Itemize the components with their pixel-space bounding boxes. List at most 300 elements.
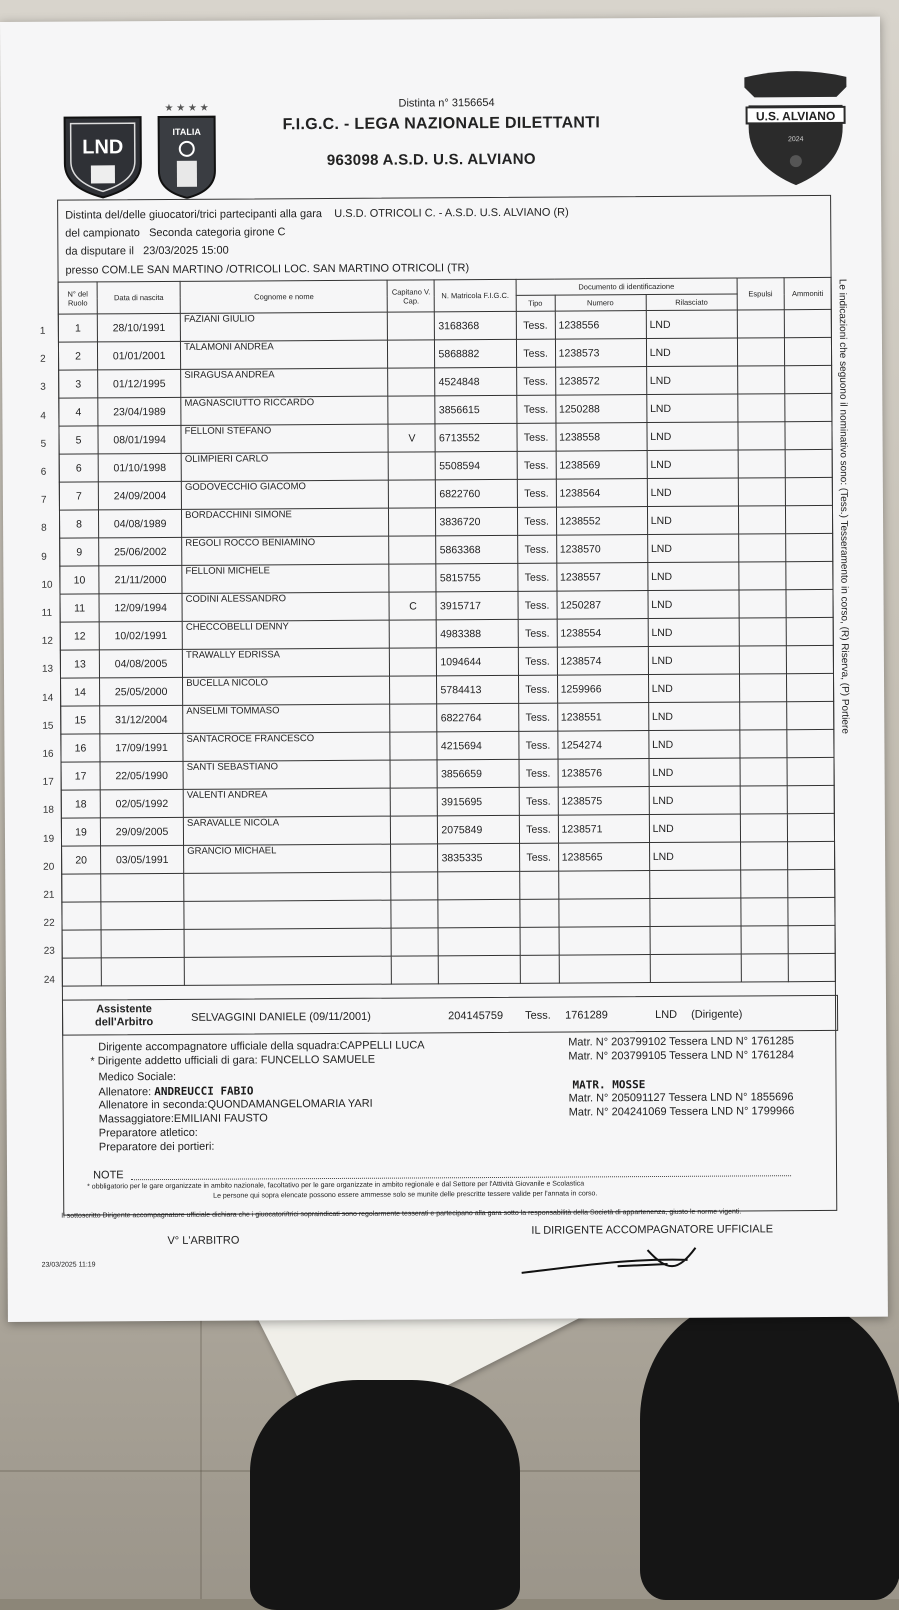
rilasciato-cell <box>650 926 741 955</box>
ruolo-cell: 4 <box>59 398 98 426</box>
rilasciato-cell: LND <box>649 786 740 815</box>
assistente-role: (Dirigente) <box>691 1008 743 1021</box>
ruolo-cell <box>62 874 101 902</box>
matricola-cell: 6713552 <box>435 423 516 451</box>
tipo-cell: Tess. <box>518 591 557 619</box>
row-number: 3 <box>40 382 46 394</box>
allenatore-row <box>98 1084 253 1098</box>
name-cell <box>184 872 391 901</box>
rilasciato-cell: LND <box>649 842 740 871</box>
birthdate-cell: 01/10/1998 <box>98 453 181 482</box>
espulsi-cell <box>741 870 788 898</box>
championship: Seconda categoria girone C <box>149 226 286 240</box>
row-number: 20 <box>43 861 55 873</box>
note-label: NOTE <box>93 1169 124 1182</box>
col-ammoniti: Ammoniti <box>784 277 831 309</box>
ammoniti-cell <box>786 617 833 645</box>
numero-cell: 1238554 <box>557 619 648 648</box>
birthdate-cell: 25/06/2002 <box>99 537 182 566</box>
match-line-3 <box>65 245 228 258</box>
row-number: 14 <box>42 692 54 704</box>
rilasciato-cell <box>649 870 740 899</box>
birthdate-cell: 29/09/2005 <box>100 817 183 846</box>
ruolo-cell: 19 <box>61 818 100 846</box>
birthdate-cell: 03/05/1991 <box>101 845 184 874</box>
rilasciato-cell: LND <box>646 394 737 423</box>
ruolo-cell: 10 <box>60 566 99 594</box>
alviano-logo-year: 2024 <box>787 136 804 144</box>
matricola-3: Matr. N° 205091127 Tessera LND N° 1855696 <box>568 1091 794 1105</box>
espulsi-cell <box>738 506 785 534</box>
col-capitano: Capitano V. Cap. <box>387 280 434 312</box>
birthdate-cell: 31/12/2004 <box>100 705 183 734</box>
numero-cell: 1238557 <box>556 563 647 592</box>
espulsi-cell <box>737 310 784 338</box>
rilasciato-cell: LND <box>647 534 738 563</box>
row-number: 9 <box>41 551 47 563</box>
rilasciato-cell: LND <box>648 590 739 619</box>
tipo-cell: Tess. <box>519 759 558 787</box>
col-nascita: Data di nascita <box>97 281 180 314</box>
row-number: 13 <box>41 664 54 676</box>
match-sheet <box>0 17 888 1322</box>
tipo-cell: Tess. <box>519 815 558 843</box>
espulsi-cell <box>739 590 786 618</box>
captain-cell <box>390 676 437 704</box>
players-table <box>58 277 836 987</box>
name-cell: VALENTI ANDREA <box>183 788 390 817</box>
ammoniti-cell <box>786 589 833 617</box>
medico-sociale: Medico Sociale: <box>98 1070 177 1084</box>
tipo-cell: Tess. <box>519 843 558 871</box>
tipo-cell <box>520 955 559 983</box>
matricola-cell <box>438 899 519 927</box>
rilasciato-cell: LND <box>648 618 739 647</box>
captain-cell <box>390 760 437 788</box>
match-line-4 <box>65 262 469 276</box>
massaggiatore: Massaggiatore:EMILIANI FAUSTO <box>98 1112 268 1126</box>
ammoniti-cell <box>785 421 832 449</box>
floor-tile-line <box>200 1290 202 1599</box>
name-cell: SIRAGUSA ANDREA <box>181 368 388 397</box>
captain-cell <box>390 704 437 732</box>
name-cell: CHECCOBELLI DENNY <box>182 620 389 649</box>
ammoniti-cell <box>785 449 832 477</box>
row-number: 21 <box>43 889 55 901</box>
matricola-cell <box>439 955 520 983</box>
ammoniti-cell <box>785 393 832 421</box>
matricola-cell: 3856615 <box>435 395 516 423</box>
assistente-label: Assistente dell'Arbitro <box>94 1003 154 1029</box>
ammoniti-cell <box>787 785 834 813</box>
birthdate-cell: 25/05/2000 <box>100 677 183 706</box>
italia-logo-text: ITALIA <box>172 126 201 137</box>
espulsi-cell <box>738 422 785 450</box>
numero-cell: 1238565 <box>558 843 649 872</box>
ammoniti-cell <box>788 953 835 981</box>
espulsi-cell <box>739 674 786 702</box>
ruolo-cell: 13 <box>60 650 99 678</box>
ruolo-cell: 18 <box>61 790 100 818</box>
captain-cell: C <box>389 592 436 620</box>
captain-cell <box>390 648 437 676</box>
rilasciato-cell: LND <box>647 478 738 507</box>
col-espulsi: Espulsi <box>737 278 784 310</box>
col-nome: Cognome e nome <box>180 280 387 313</box>
matricola-cell: 3835335 <box>438 843 519 871</box>
numero-cell: 1238558 <box>556 423 647 452</box>
tipo-cell: Tess. <box>516 339 555 367</box>
name-cell: FELLONI MICHELE <box>182 564 389 593</box>
birthdate-cell: 10/02/1991 <box>99 621 182 650</box>
captain-cell <box>391 872 438 900</box>
captain-cell <box>391 788 438 816</box>
assistente-rilasciato: LND <box>655 1008 678 1022</box>
matricola-cell: 1094644 <box>437 647 518 675</box>
captain-cell <box>391 928 438 956</box>
birthdate-cell: 08/01/1994 <box>98 425 181 454</box>
name-cell: SARAVALLE NICOLA <box>184 816 391 845</box>
espulsi-cell <box>738 534 785 562</box>
row-number: 19 <box>42 833 55 845</box>
distinta-number: Distinta n° 3156654 <box>398 96 495 110</box>
ammoniti-cell <box>785 477 832 505</box>
matricola-2: Matr. N° 203799105 Tessera LND N° 1761284 <box>568 1049 795 1063</box>
captain-cell <box>391 816 438 844</box>
ammoniti-cell <box>784 365 831 393</box>
italia-logo <box>156 101 217 199</box>
rilasciato-cell: LND <box>649 730 740 759</box>
tipo-cell: Tess. <box>517 423 556 451</box>
match-datetime: 23/03/2025 15:00 <box>143 244 229 258</box>
name-cell: BUCELLA NICOLO <box>183 676 390 705</box>
captain-cell <box>391 900 438 928</box>
rilasciato-cell: LND <box>646 310 737 339</box>
ruolo-cell: 9 <box>60 538 99 566</box>
numero-cell <box>559 927 650 956</box>
alviano-logo <box>740 67 851 188</box>
tipo-cell: Tess. <box>517 507 556 535</box>
assistente-numero: 1761289 <box>565 1009 608 1022</box>
match-teams: U.S.D. OTRICOLI C. - A.S.D. U.S. ALVIANO (R) <box>334 206 569 220</box>
rilasciato-cell: LND <box>647 450 738 479</box>
espulsi-cell <box>740 758 787 786</box>
row-number: 5 <box>40 438 47 450</box>
row-number: 2 <box>40 353 46 365</box>
birthdate-cell: 22/05/1990 <box>100 761 183 790</box>
birthdate-cell: 28/10/1991 <box>97 313 180 342</box>
ruolo-cell <box>62 958 101 986</box>
tipo-cell: Tess. <box>518 703 557 731</box>
assistente-matricola: 204145759 <box>448 1009 504 1023</box>
note-text-2: Le persone qui sopra elencate possono essere ammesse solo se munite delle prescritte tessere valide per l'annata in corso. <box>213 1190 598 1200</box>
ammoniti-cell <box>784 337 831 365</box>
rilasciato-cell: LND <box>648 646 739 675</box>
tipo-cell: Tess. <box>517 479 556 507</box>
espulsi-cell <box>741 954 788 982</box>
match-line-2-label: del campionato <box>65 227 140 240</box>
ruolo-cell: 7 <box>59 482 98 510</box>
espulsi-cell <box>741 898 788 926</box>
col-rilasciato: Rilasciato <box>646 294 737 311</box>
numero-cell: 1238575 <box>558 787 649 816</box>
tipo-cell: Tess. <box>518 647 557 675</box>
team-title: 963098 A.S.D. U.S. ALVIANO <box>326 150 536 170</box>
allenatore-seconda: Allenatore in seconda:QUONDAMANGELOMARIA YARI <box>98 1097 373 1112</box>
captain-cell <box>389 536 436 564</box>
row-number: 16 <box>42 748 54 760</box>
matricola-handwritten: MATR. MOSSE <box>572 1078 646 1092</box>
captain-cell <box>388 312 435 340</box>
ammoniti-cell <box>787 813 834 841</box>
rilasciato-cell <box>650 898 741 927</box>
match-line-4-label: presso <box>65 264 99 277</box>
numero-cell <box>559 955 650 984</box>
numero-cell: 1238552 <box>556 507 647 536</box>
matricola-cell: 2075849 <box>438 815 519 843</box>
ruolo-cell: 16 <box>61 734 100 762</box>
ruolo-cell: 14 <box>61 678 100 706</box>
row-number: 10 <box>41 579 53 591</box>
ammoniti-cell <box>784 309 831 337</box>
matricola-cell: 6822760 <box>436 479 517 507</box>
ammoniti-cell <box>787 729 834 757</box>
row-number: 15 <box>42 720 54 732</box>
ruolo-cell: 1 <box>58 314 97 342</box>
matricola-4: Matr. N° 204241069 Tessera LND N° 1799966 <box>568 1105 795 1119</box>
row-number: 8 <box>41 523 47 535</box>
lnd-logo-text: LND <box>82 136 124 159</box>
match-line-2 <box>65 226 285 239</box>
name-cell: SANTACROCE FRANCESCO <box>183 732 390 761</box>
name-cell: TRAWALLY EDRISSA <box>182 648 389 677</box>
espulsi-cell <box>739 646 786 674</box>
ruolo-cell: 15 <box>61 706 100 734</box>
page-title: F.I.G.C. - LEGA NAZIONALE DILETTANTI <box>282 114 601 134</box>
numero-cell: 1250288 <box>555 395 646 424</box>
tipo-cell: Tess. <box>517 563 556 591</box>
rilasciato-cell <box>650 954 741 983</box>
ruolo-cell: 20 <box>62 846 101 874</box>
tipo-cell: Tess. <box>518 731 557 759</box>
table-row <box>62 953 835 986</box>
matricola-cell: 3168368 <box>435 311 516 339</box>
espulsi-cell <box>740 814 787 842</box>
ammoniti-cell <box>785 533 832 561</box>
row-number: 22 <box>43 917 55 929</box>
ruolo-cell <box>62 902 101 930</box>
birthdate-cell <box>101 957 184 986</box>
numero-cell <box>558 871 649 900</box>
ammoniti-cell <box>786 645 833 673</box>
match-line-1-label: Distinta del/delle giuocatori/trici partecipanti alla gara <box>65 208 323 222</box>
birthdate-cell: 04/08/2005 <box>99 649 182 678</box>
rilasciato-cell: LND <box>648 702 739 731</box>
name-cell: BORDACCHINI SIMONE <box>182 508 389 537</box>
allenatore-label: Allenatore: <box>98 1086 152 1099</box>
name-cell: MAGNASCIUTTO RICCARDO <box>181 396 388 425</box>
birthdate-cell: 24/09/2004 <box>98 481 181 510</box>
numero-cell: 1238571 <box>558 815 649 844</box>
name-cell: REGOLI ROCCO BENIAMINO <box>182 536 389 565</box>
tipo-cell: Tess. <box>517 535 556 563</box>
row-number: 6 <box>40 466 47 478</box>
dirigente-addetto: * Dirigente addetto ufficiali di gara: FUNCELLO SAMUELE <box>90 1053 376 1068</box>
col-tipo: Tipo <box>516 295 555 311</box>
espulsi-cell <box>741 926 788 954</box>
ruolo-cell: 8 <box>59 510 98 538</box>
birthdate-cell <box>101 901 184 930</box>
name-cell <box>184 956 391 985</box>
col-matricola: N. Matricola F.I.G.C. <box>435 279 516 311</box>
name-cell: GRANCIO MICHAEL <box>184 844 391 873</box>
espulsi-cell <box>739 702 786 730</box>
name-cell: FAZIANI GIULIO <box>180 312 387 341</box>
row-number: 7 <box>40 494 47 506</box>
allenatore-handwritten: ANDREUCCI FABIO <box>154 1084 254 1099</box>
birthdate-cell: 23/04/1989 <box>98 397 181 426</box>
numero-cell: 1238551 <box>557 703 648 732</box>
espulsi-cell <box>740 786 787 814</box>
tipo-cell: Tess. <box>518 675 557 703</box>
matricola-cell: 4215694 <box>437 731 518 759</box>
assistente-row <box>62 995 838 1036</box>
col-documento: Documento di identificazione <box>516 278 737 295</box>
espulsi-cell <box>740 730 787 758</box>
assistente-tipo: Tess. <box>525 1009 551 1022</box>
ammoniti-cell <box>786 561 833 589</box>
captain-cell <box>392 956 439 984</box>
matricola-cell: 5863368 <box>436 535 517 563</box>
signature <box>517 1242 707 1283</box>
side-legend: Le indicazioni che seguono il nominativo sono: (Tess.) Tesseramento in corso, (R) Riserva, (P) Portiere <box>836 278 851 734</box>
ammoniti-cell <box>788 897 835 925</box>
tipo-cell <box>519 871 558 899</box>
tipo-cell: Tess. <box>519 787 558 815</box>
name-cell: GODOVECCHIO GIACOMO <box>181 480 388 509</box>
numero-cell: 1259966 <box>557 675 648 704</box>
birthdate-cell <box>101 929 184 958</box>
matricola-cell: 6822764 <box>437 703 518 731</box>
captain-cell: V <box>388 424 435 452</box>
declaration-text: Il sottoscritto Dirigente accompagnatore ufficiale dichiara che i giuocatori/trici sopraindicati sono regolarmente tesserati e partecipano alla gara sotto la responsabilità della Società di appartenenza, giusto le norme vigenti. <box>61 1208 742 1220</box>
birthdate-cell <box>101 873 184 902</box>
rilasciato-cell: LND <box>649 814 740 843</box>
row-number: 11 <box>41 607 53 619</box>
espulsi-cell <box>739 618 786 646</box>
dirigente-accompagnatore: Dirigente accompagnatore ufficiale della squadra:CAPPELLI LUCA <box>98 1039 425 1054</box>
birthdate-cell: 04/08/1989 <box>99 509 182 538</box>
rilasciato-cell: LND <box>649 758 740 787</box>
note-text-1: * obbligatorio per le gare organizzate in ambito nazionale, facoltativo per le gare organizzate in ambito regionale e dal Settore per l'Attività Giovanile e Scolastica <box>87 1180 585 1191</box>
matricola-cell: 4983388 <box>437 619 518 647</box>
numero-cell <box>558 899 649 928</box>
rilasciato-cell: LND <box>647 506 738 535</box>
ruolo-cell: 2 <box>58 342 97 370</box>
captain-cell <box>390 732 437 760</box>
row-number: 18 <box>42 805 54 817</box>
assistente-name: SELVAGGINI DANIELE (09/11/2001) <box>191 1010 371 1024</box>
matricola-cell: 3915717 <box>436 591 517 619</box>
matricola-cell: 5784413 <box>437 675 518 703</box>
captain-cell <box>388 396 435 424</box>
ruolo-cell: 3 <box>59 370 98 398</box>
arbitro-label: V° L'ARBITRO <box>167 1234 240 1247</box>
preparatore-portieri: Preparatore dei portieri: <box>98 1140 215 1154</box>
birthdate-cell: 01/12/1995 <box>98 369 181 398</box>
numero-cell: 1238572 <box>555 367 646 396</box>
ruolo-cell: 5 <box>59 426 98 454</box>
tipo-cell: Tess. <box>516 311 555 339</box>
espulsi-cell <box>738 394 785 422</box>
birthdate-cell: 02/05/1992 <box>100 789 183 818</box>
captain-cell <box>390 620 437 648</box>
tipo-cell <box>519 899 558 927</box>
birthdate-cell: 01/01/2001 <box>98 341 181 370</box>
ammoniti-cell <box>788 925 835 953</box>
ammoniti-cell <box>787 841 834 869</box>
name-cell: ANSELMI TOMMASO <box>183 704 390 733</box>
captain-cell <box>388 368 435 396</box>
tipo-cell: Tess. <box>516 395 555 423</box>
numero-cell: 1238573 <box>555 339 646 368</box>
rilasciato-cell: LND <box>648 674 739 703</box>
name-cell: OLIMPIERI CARLO <box>181 452 388 481</box>
match-venue: COM.LE SAN MARTINO /OTRICOLI LOC. SAN MARTINO OTRICOLI (TR) <box>101 262 470 277</box>
numero-cell: 1250287 <box>557 591 648 620</box>
espulsi-cell <box>737 338 784 366</box>
svg-text:★ ★ ★ ★: ★ ★ ★ ★ <box>164 102 209 114</box>
espulsi-cell <box>737 366 784 394</box>
matricola-cell <box>438 871 519 899</box>
espulsi-cell <box>738 450 785 478</box>
col-ruolo: N° del Ruolo <box>58 282 97 314</box>
matricola-cell <box>438 927 519 955</box>
col-numero: Numero <box>555 295 646 312</box>
numero-cell: 1238574 <box>557 647 648 676</box>
players-body <box>58 309 835 986</box>
numero-cell: 1238570 <box>556 535 647 564</box>
matricola-cell: 5508594 <box>436 451 517 479</box>
matricola-cell: 3856659 <box>437 759 518 787</box>
name-cell: CODINI ALESSANDRO <box>182 592 389 621</box>
row-number: 1 <box>39 325 46 337</box>
rilasciato-cell: LND <box>646 366 737 395</box>
ruolo-cell: 11 <box>60 594 99 622</box>
birthdate-cell: 21/11/2000 <box>99 565 182 594</box>
ruolo-cell: 12 <box>60 622 99 650</box>
ammoniti-cell <box>786 673 833 701</box>
ammoniti-cell <box>787 757 834 785</box>
birthdate-cell: 12/09/1994 <box>99 593 182 622</box>
numero-cell: 1254274 <box>557 731 648 760</box>
shoe-left <box>250 1380 520 1610</box>
ammoniti-cell <box>785 505 832 533</box>
birthdate-cell: 17/09/1991 <box>100 733 183 762</box>
espulsi-cell <box>738 478 785 506</box>
ruolo-cell <box>62 930 101 958</box>
row-number: 12 <box>41 635 53 647</box>
ammoniti-cell <box>787 701 834 729</box>
rilasciato-cell: LND <box>647 422 738 451</box>
name-cell: TALAMONI ANDREA <box>181 340 388 369</box>
numero-cell: 1238564 <box>556 479 647 508</box>
alviano-logo-text: U.S. ALVIANO <box>755 108 836 124</box>
ruolo-cell: 17 <box>61 762 100 790</box>
captain-cell <box>389 452 436 480</box>
print-timestamp: 23/03/2025 11:19 <box>41 1261 96 1269</box>
captain-cell <box>389 564 436 592</box>
